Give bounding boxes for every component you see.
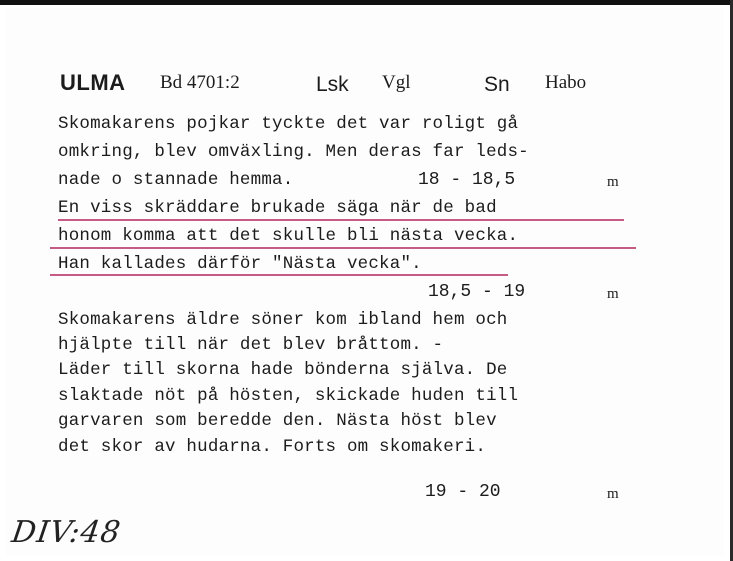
page-marker-2: 18,5 - 19 — [428, 282, 526, 302]
archive-name: ULMA — [60, 70, 126, 95]
text-line-6: Han kallades därför "Nästa vecka". — [58, 254, 422, 274]
text-line-8: hjälpte till när det blev bråttom. - — [58, 335, 444, 355]
text-line-10: slaktade nöt på hösten, skickade huden till — [58, 386, 519, 406]
socken-label: Sn — [484, 73, 510, 96]
underline-2 — [50, 247, 636, 249]
page-marker-1: 18 - 18,5 — [418, 170, 516, 190]
record-number: Bd 4701:2 — [160, 72, 240, 93]
handwritten-signature: DIV:48 — [9, 515, 124, 550]
text-line-3: nade o stannade hemma. — [58, 170, 294, 190]
text-line-7: Skomakarens äldre söner kom ibland hem och — [58, 310, 508, 330]
underline-1 — [58, 219, 624, 221]
socken-value: Habo — [545, 72, 587, 93]
page-marker-3-unit: m — [607, 486, 619, 502]
landskap-value: Vgl — [382, 72, 411, 93]
text-line-11: garvaren som beredde den. Nästa höst blev — [58, 411, 497, 431]
text-line-2: omkring, blev omväxling. Men deras far leds- — [58, 142, 529, 162]
landskap-label: Lsk — [316, 73, 349, 96]
text-line-1: Skomakarens pojkar tyckte det var roligt gå — [58, 114, 519, 134]
text-line-4: En viss skräddare brukade säga när de bad — [58, 198, 497, 218]
page-marker-3: 19 - 20 — [425, 482, 501, 502]
text-line-12: det skor av hudarna. Forts om skomakeri. — [58, 437, 487, 457]
underline-3 — [50, 274, 508, 276]
card-header — [0, 70, 733, 100]
text-line-9: Läder till skorna hade bönderna själva. De — [58, 360, 508, 380]
text-line-5: honom komma att det skulle bli nästa vecka. — [58, 226, 519, 246]
page-marker-1-unit: m — [607, 174, 619, 190]
page-marker-2-unit: m — [607, 286, 619, 302]
card-top-edge — [0, 0, 733, 5]
